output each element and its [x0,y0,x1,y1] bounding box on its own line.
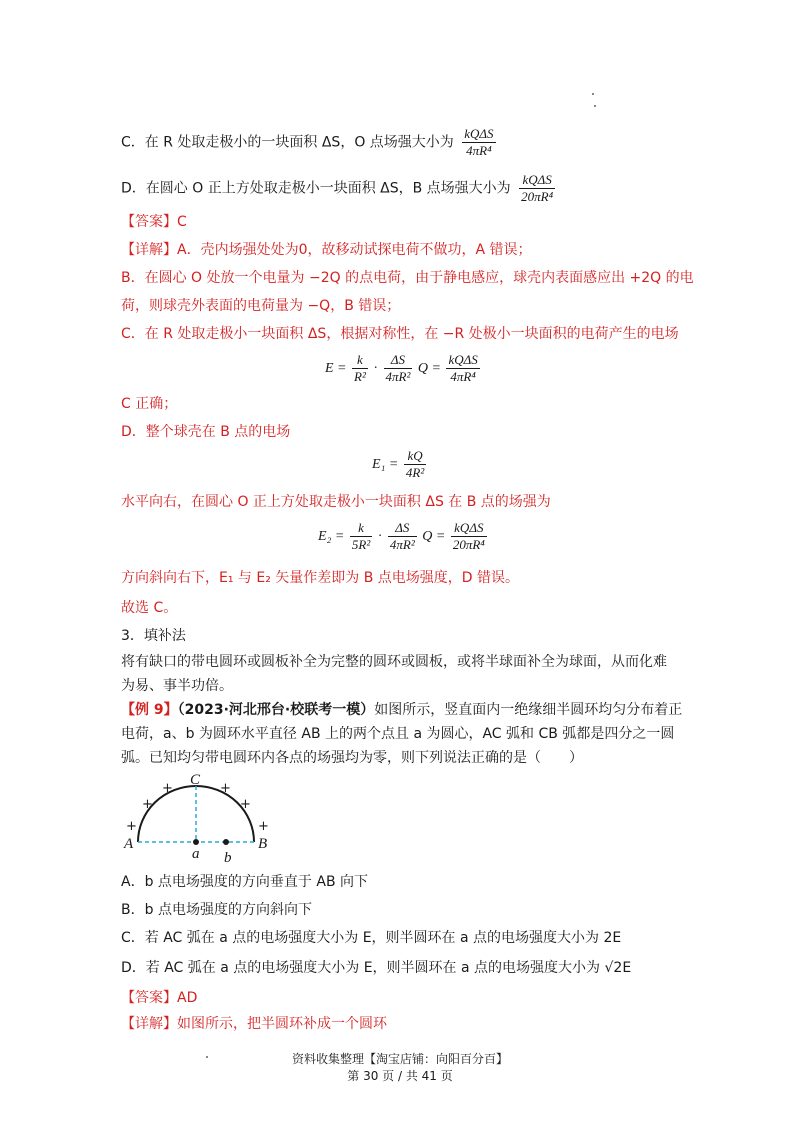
explain-1-d2: 水平向右，在圆心 O 正上方处取走极小一块面积 ΔS 在 B 点的场强为 [121,494,551,510]
explain-1-b2: 荷，则球壳外表面的电荷量为 −Q，B 错误； [121,298,401,314]
answer-1: 【答案】C [121,214,187,230]
explain-1-d1: D．整个球壳在 B 点的电场 [121,424,291,440]
point-b [223,839,229,845]
charge-plus-5: + [240,797,251,812]
equation-e2: E₂ = $\frac{k}{\text{5R²}}$ · $\frac{\Delta S}{\text{4πR²}}$ Q = $\frac{\text{kQΔS}}{\text{20πR⁴}}$ [318,520,485,552]
point-a [193,839,199,845]
example9-line2: 电荷，a、b 为圆环水平直径 AB 上的两个点且 a 为圆心，AC 弧和 CB 弧都是四分之一圆 [121,726,675,742]
label-a: a [192,846,200,862]
example9-option-b: B．b 点电场强度的方向斜向下 [121,902,312,918]
example9-option-c: C．若 AC 弧在 a 点的电场强度大小为 E，则半圆环在 a 点的电场强度大小为 2E [121,930,622,946]
explain-2: 【详解】如图所示，把半圆环补成一个圆环 [121,1016,387,1032]
option-c-formula: $\frac{\text{kQΔS}}{\text{4πR⁴}}$ [464,126,494,158]
explain-1-a: 【详解】A．壳内场强处处为0，故移动试探电荷不做功，A 错误； [121,242,532,258]
option-c-top: C．在 R 处取走极小的一块面积 ΔS，O 点场强大小为 $\frac{\text{kQΔS}}{\text{4πR⁴}}$ [121,126,494,158]
explain-1-d3: 方向斜向右下，E₁ 与 E₂ 矢量作差即为 B 点电场强度，D 错误。 [121,570,520,586]
charge-plus-4: + [220,781,231,796]
equation-c: E = $\frac{k}{\text{R²}}$ · $\frac{\Delta S}{\text{4πR²}}$ Q = $\frac{\text{kQΔS}}{\text{4πR⁴}}$ [325,352,478,384]
label-C: C [190,772,201,788]
footer-shop: 资料收集整理【淘宝店铺：向阳百分百】 [291,1052,508,1066]
section-heading: 3．填补法 [121,628,186,644]
charge-plus-6: + [258,819,269,834]
answer-2: 【答案】AD [121,990,198,1006]
section-body-1: 将有缺口的带电圆环或圆板补全为完整的圆环或圆板，或将半球面补全为球面，从而化难 [121,654,667,670]
example9-option-a: A．b 点电场强度的方向垂直于 AB 向下 [121,874,368,890]
corner-dot-1 [592,93,594,95]
semicircle-figure [120,772,270,864]
option-d-formula: $\frac{\text{kQΔS}}{\text{20πR⁴}}$ [521,172,554,204]
label-B: B [258,836,268,852]
charge-plus-2: + [142,797,153,812]
label-A: A [124,836,134,852]
option-d-top: D．在圆心 O 正上方处取走极小一块面积 ΔS，B 点场强大小为 $\frac{\text{kQΔS}}{\text{20πR⁴}}$ [121,172,554,204]
section-body-2: 为易、事半功倍。 [121,678,233,694]
explain-1-c1: C．在 R 处取走极小一块面积 ΔS，根据对称性，在 −R 处极小一块面积的电荷产生的电场 [121,326,679,342]
label-b: b [224,850,232,864]
example9-option-d: D．若 AC 弧在 a 点的电场强度大小为 E，则半圆环在 a 点的电场强度大小为 √2E [121,960,632,976]
example9-line3: 弧。已知均匀带电圆环内各点的场强均为零，则下列说法正确的是（ ） [121,750,583,766]
equation-e1: E₁ = $\frac{kQ}{\text{4R²}}$ [372,448,425,480]
charge-plus-1: + [126,819,137,834]
explain-1-conclusion: 故选 C。 [121,600,178,616]
charge-plus-3: + [162,781,173,796]
corner-dot-2 [594,105,596,107]
explain-1-c2: C 正确； [121,396,178,412]
example9-line1: 【例 9】（2023·河北邢台·校联考一模）如图所示，竖直面内一绝缘细半圆环均匀分布着正 [121,702,683,718]
footer-page-number: 第 30 页 / 共 41 页 [347,1069,453,1083]
explain-1-b1: B．在圆心 O 处放一个电量为 −2Q 的点电荷，由于静电感应，球壳内表面感应出 +2Q 的电 [121,270,694,286]
